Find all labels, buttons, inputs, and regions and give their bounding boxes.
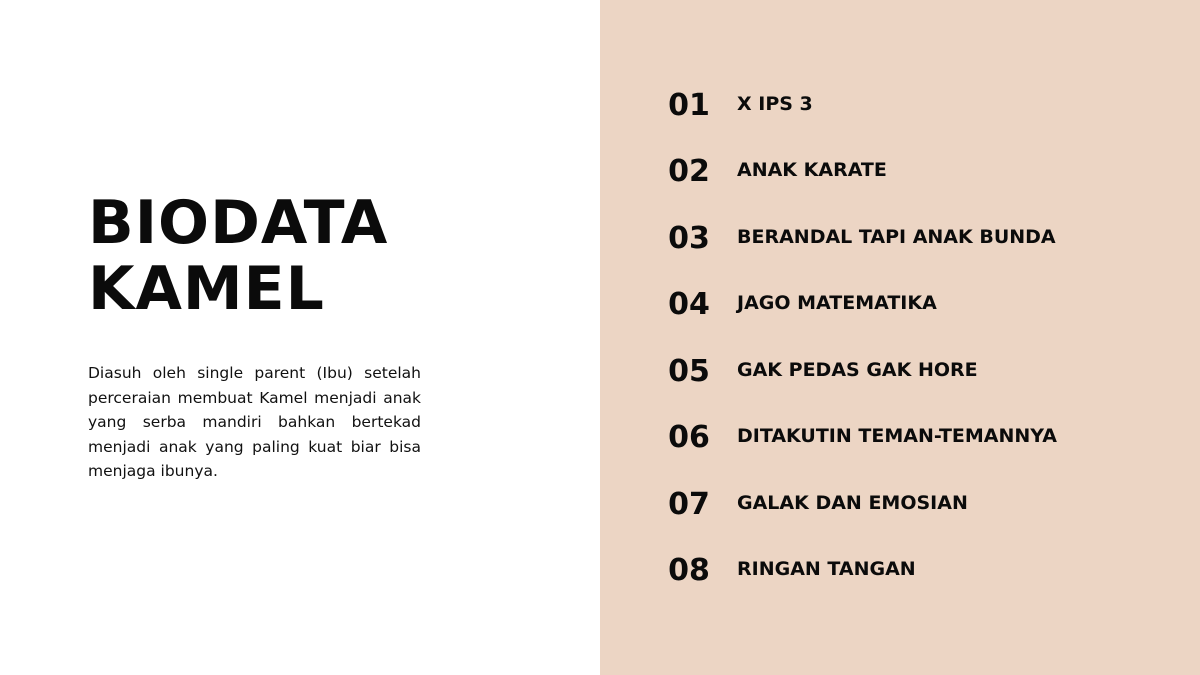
list-item-label: ANAK KARATE: [737, 159, 887, 181]
list-item-label: GALAK DAN EMOSIAN: [737, 492, 968, 514]
list-item-number: 05: [668, 354, 710, 389]
description-paragraph: Diasuh oleh single parent (Ibu) setelah perceraian membuat Kamel menjadi anak yang serba mandiri bahkan bertekad menjadi anak yang paling kuat biar bisa menjaga ibunya.: [88, 364, 421, 480]
list-item-label: GAK PEDAS GAK HORE: [737, 359, 978, 381]
list-item-number: 04: [668, 287, 710, 322]
list-item: [600, 551, 1200, 591]
page-title-line-2: KAMEL: [88, 254, 325, 324]
list-item-label: RINGAN TANGAN: [737, 558, 916, 580]
list-item: [600, 418, 1200, 458]
list-item: [600, 285, 1200, 325]
list-item: [600, 219, 1200, 259]
page-title: [88, 190, 388, 322]
list-item: [600, 352, 1200, 392]
list-item-label: JAGO MATEMATIKA: [737, 292, 937, 314]
list-item: [600, 86, 1200, 126]
list-item-number: 07: [668, 487, 710, 522]
list-item-label: DITAKUTIN TEMAN-TEMANNYA: [737, 425, 1057, 447]
biodata-list: [600, 0, 1200, 675]
list-item-number: 06: [668, 420, 710, 455]
list-item-number: 02: [668, 154, 710, 189]
list-item-label: X IPS 3: [737, 93, 813, 115]
list-item-number: 03: [668, 221, 710, 256]
list-item-number: 08: [668, 553, 710, 588]
list-item: [600, 485, 1200, 525]
list-item-number: 01: [668, 88, 710, 123]
right-panel: [600, 0, 1200, 675]
list-item-label: BERANDAL TAPI ANAK BUNDA: [737, 226, 1056, 248]
list-item: [600, 152, 1200, 192]
page-title-line-1: BIODATA: [88, 188, 389, 258]
